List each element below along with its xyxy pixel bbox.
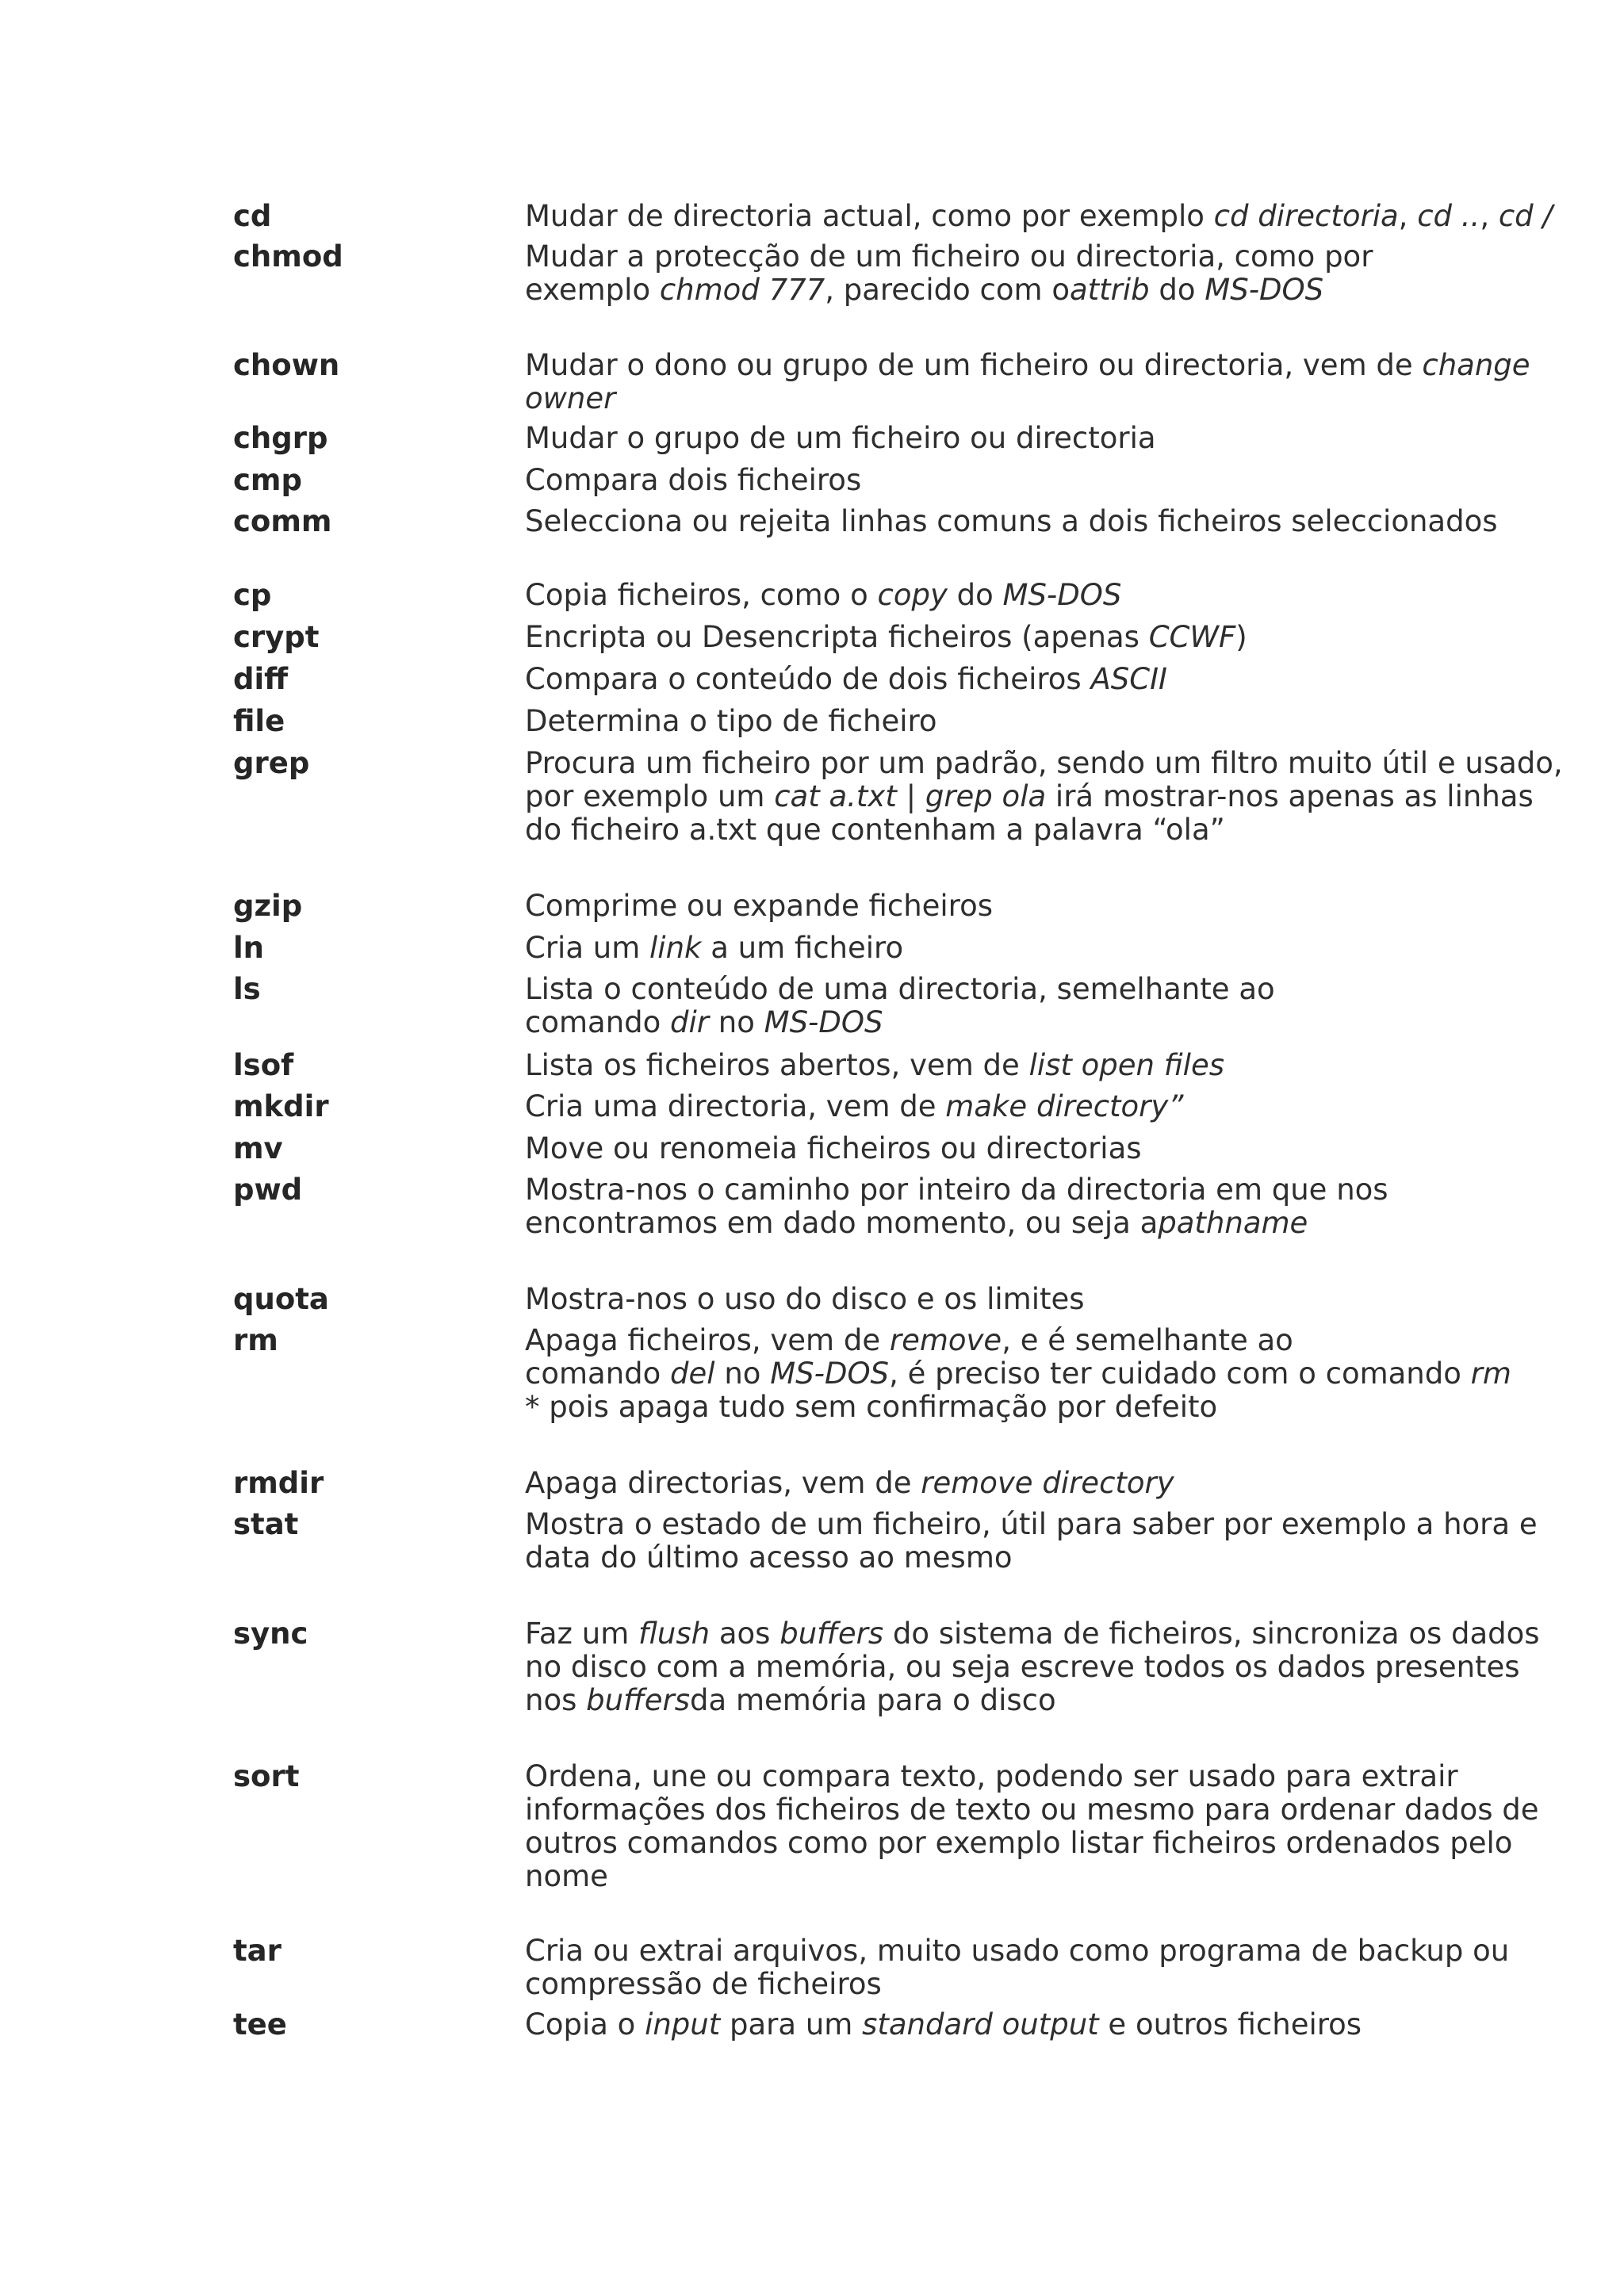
text-segment: nos — [525, 1683, 587, 1717]
text-segment: Mudar o grupo de um ficheiro ou directoria — [525, 421, 1156, 455]
command-description — [525, 1283, 1624, 1316]
text-segment: Compara dois ficheiros — [525, 463, 862, 497]
text-segment: outros comandos como por exemplo listar ficheiros ordenados pelo — [525, 1826, 1513, 1860]
description-line — [525, 1617, 1624, 1651]
command-name: rm — [233, 1323, 278, 1357]
command-description — [525, 2008, 1624, 2042]
command-description — [525, 621, 1624, 654]
description-line — [525, 382, 1624, 415]
text-segment: Apaga ficheiros, vem de — [525, 1323, 890, 1357]
italic-term: dir — [670, 1005, 710, 1039]
text-segment: Faz um — [525, 1617, 638, 1651]
text-segment: do ficheiro a.txt que contenham a palavra “ola” — [525, 813, 1225, 847]
italic-term: input — [645, 2007, 721, 2042]
command-name: ln — [233, 931, 265, 965]
description-line — [525, 1283, 1624, 1316]
command-name: cd — [233, 199, 272, 233]
italic-term: rm — [1470, 1357, 1511, 1391]
command-description — [525, 705, 1624, 738]
command-description — [525, 1508, 1624, 1575]
command-name: tee — [233, 2007, 287, 2042]
command-name: comm — [233, 504, 332, 538]
italic-term: make directory” — [945, 1089, 1184, 1123]
text-segment: Procura um ficheiro por um padrão, sendo um filtro muito útil e usado, — [525, 746, 1563, 780]
description-line — [525, 932, 1624, 965]
italic-term: MS-DOS — [764, 1005, 883, 1039]
italic-term: owner — [525, 381, 616, 415]
text-segment: Apaga directorias, vem de — [525, 1466, 921, 1500]
command-name: chmod — [233, 239, 343, 274]
description-line — [525, 1391, 1624, 1424]
text-segment: do sistema de ficheiros, sincroniza os dados — [883, 1617, 1540, 1651]
description-line — [525, 464, 1624, 497]
command-name: file — [233, 704, 285, 738]
text-segment: a um ficheiro — [701, 931, 904, 965]
text-segment: Mostra o estado de um ficheiro, útil para saber por exemplo a hora e — [525, 1507, 1538, 1541]
description-line — [525, 1968, 1624, 2001]
command-description — [525, 1934, 1624, 2001]
text-segment: e outros ficheiros — [1098, 2007, 1362, 2042]
command-description — [525, 747, 1624, 847]
command-description — [525, 1617, 1624, 1717]
text-segment: , — [1398, 199, 1418, 233]
description-line — [525, 422, 1624, 455]
description-line — [525, 1760, 1624, 1793]
command-description — [525, 464, 1624, 497]
text-segment: exemplo — [525, 273, 660, 307]
italic-term: MS-DOS — [1002, 578, 1122, 612]
text-segment: do — [1149, 273, 1205, 307]
text-segment: irá mostrar-nos apenas as linhas — [1046, 779, 1534, 813]
description-line — [525, 200, 1624, 233]
text-segment: Mostra-nos o uso do disco e os limites — [525, 1282, 1085, 1316]
text-segment: para um — [720, 2007, 863, 2042]
description-line — [525, 621, 1624, 654]
description-line — [525, 1541, 1624, 1575]
text-segment: , parecido com o — [825, 273, 1070, 307]
italic-term: cd directoria — [1213, 199, 1399, 233]
italic-term: cat a.txt — [774, 779, 897, 813]
description-line — [525, 1860, 1624, 1893]
text-segment: Comprime ou expande ficheiros — [525, 889, 993, 923]
command-description — [525, 1467, 1624, 1500]
command-name: mkdir — [233, 1089, 329, 1123]
text-segment: Cria ou extrai arquivos, muito usado como programa de backup ou — [525, 1934, 1510, 1968]
command-name: chgrp — [233, 421, 328, 455]
text-segment: | — [896, 779, 925, 813]
text-segment: comando — [525, 1005, 671, 1039]
command-name: crypt — [233, 620, 320, 654]
description-line — [525, 1357, 1624, 1391]
command-name: lsof — [233, 1048, 294, 1082]
text-segment: no disco com a memória, ou seja escreve todos os dados presentes — [525, 1650, 1520, 1684]
description-line — [525, 2008, 1624, 2042]
command-name: gzip — [233, 889, 303, 923]
command-description — [525, 200, 1624, 233]
italic-term: cd .. — [1417, 199, 1480, 233]
italic-term: remove — [889, 1323, 1002, 1357]
text-segment: Mudar o dono ou grupo de um ficheiro ou directoria, vem de — [525, 348, 1423, 382]
description-line — [525, 780, 1624, 813]
command-name: quota — [233, 1282, 329, 1316]
command-name: sync — [233, 1617, 308, 1651]
description-line — [525, 1006, 1624, 1039]
text-segment: , é preciso ter cuidado com o comando — [889, 1357, 1471, 1391]
command-description — [525, 1173, 1624, 1240]
text-segment: informações dos ficheiros de texto ou mesmo para ordenar dados de — [525, 1793, 1539, 1827]
description-line — [525, 705, 1624, 738]
command-name: ls — [233, 972, 261, 1006]
command-description — [525, 1132, 1624, 1165]
command-name: chown — [233, 348, 340, 382]
text-segment: Mudar de directoria actual, como por exemplo — [525, 199, 1214, 233]
italic-term: chmod 777 — [659, 273, 825, 307]
italic-term: ASCII — [1090, 662, 1167, 696]
text-segment: Copia o — [525, 2007, 645, 2042]
text-segment: Copia ficheiros, como o — [525, 578, 878, 612]
description-line — [525, 1132, 1624, 1165]
text-segment: por exemplo um — [525, 779, 775, 813]
italic-term: cd / — [1498, 199, 1553, 233]
text-segment: Compara o conteúdo de dois ficheiros — [525, 662, 1091, 696]
description-line — [525, 579, 1624, 612]
description-line — [525, 663, 1624, 696]
command-description — [525, 932, 1624, 965]
description-line — [525, 890, 1624, 923]
description-line — [525, 1173, 1624, 1207]
text-segment: Lista os ficheiros abertos, vem de — [525, 1048, 1029, 1082]
italic-term: list open files — [1028, 1048, 1224, 1082]
description-line — [525, 1467, 1624, 1500]
command-name: mv — [233, 1131, 283, 1165]
text-segment: Ordena, une ou compara texto, podendo ser usado para extrair — [525, 1759, 1458, 1793]
text-segment: Cria um — [525, 931, 650, 965]
description-line — [525, 973, 1624, 1006]
text-segment: Cria uma directoria, vem de — [525, 1089, 946, 1123]
text-segment: , — [1480, 199, 1499, 233]
description-line — [525, 1090, 1624, 1123]
italic-term: change — [1422, 348, 1530, 382]
italic-term: * — [525, 1390, 540, 1424]
command-description — [525, 579, 1624, 612]
text-segment: Mudar a protecção de um ficheiro ou directoria, como por — [525, 239, 1373, 274]
command-description — [525, 240, 1624, 307]
text-segment: , e é semelhante ao — [1002, 1323, 1293, 1357]
description-line — [525, 1934, 1624, 1968]
text-segment: compressão de ficheiros — [525, 1967, 882, 2001]
description-line — [525, 1207, 1624, 1240]
command-description — [525, 1760, 1624, 1893]
text-segment: Lista o conteúdo de uma directoria, semelhante ao — [525, 972, 1275, 1006]
command-description — [525, 1090, 1624, 1123]
command-description — [525, 422, 1624, 455]
command-description — [525, 890, 1624, 923]
text-segment: aos — [710, 1617, 780, 1651]
text-segment: do — [947, 578, 1003, 612]
italic-term: MS-DOS — [1205, 273, 1324, 307]
command-name: stat — [233, 1507, 299, 1541]
italic-term: remove directory — [921, 1466, 1174, 1500]
description-line — [525, 1324, 1624, 1357]
command-name: diff — [233, 662, 289, 696]
italic-term: MS-DOS — [770, 1357, 890, 1391]
description-line — [525, 1508, 1624, 1541]
text-segment: no — [714, 1357, 771, 1391]
italic-term: link — [649, 931, 702, 965]
command-name: sort — [233, 1759, 300, 1793]
command-description — [525, 505, 1624, 538]
command-description — [525, 349, 1624, 415]
description-line — [525, 349, 1624, 382]
italic-term: CCWF — [1148, 620, 1236, 654]
command-name: cmp — [233, 463, 302, 497]
text-segment: Mostra-nos o caminho por inteiro da directoria em que nos — [525, 1173, 1388, 1207]
command-description — [525, 1049, 1624, 1082]
command-name: pwd — [233, 1173, 303, 1207]
text-segment: comando — [525, 1357, 671, 1391]
description-line — [525, 1684, 1624, 1717]
text-segment: no — [709, 1005, 764, 1039]
description-line — [525, 1827, 1624, 1860]
text-segment: Move ou renomeia ficheiros ou directorias — [525, 1131, 1142, 1165]
description-line — [525, 1049, 1624, 1082]
description-line — [525, 1793, 1624, 1827]
text-segment: Determina o tipo de ficheiro — [525, 704, 937, 738]
command-description — [525, 973, 1624, 1039]
italic-term: buffers — [779, 1617, 884, 1651]
text-segment: encontramos em dado momento, ou seja a — [525, 1206, 1159, 1240]
command-name: cp — [233, 578, 272, 612]
italic-term: flush — [638, 1617, 710, 1651]
text-segment: pois apaga tudo sem confirmação por defeito — [539, 1390, 1218, 1424]
italic-term: del — [670, 1357, 715, 1391]
description-line — [525, 1651, 1624, 1684]
description-line — [525, 505, 1624, 538]
italic-term: grep ola — [925, 779, 1047, 813]
text-segment: data do último acesso ao mesmo — [525, 1540, 1013, 1575]
italic-term: pathname — [1158, 1206, 1308, 1240]
text-segment: nome — [525, 1859, 608, 1893]
text-segment: Encripta ou Desencripta ficheiros (apenas — [525, 620, 1149, 654]
text-segment: da memória para o disco — [690, 1683, 1056, 1717]
command-description — [525, 1324, 1624, 1424]
command-description — [525, 663, 1624, 696]
command-name: rmdir — [233, 1466, 324, 1500]
description-line — [525, 274, 1624, 307]
italic-term: attrib — [1069, 273, 1150, 307]
command-name: grep — [233, 746, 310, 780]
description-line — [525, 747, 1624, 780]
text-segment: ) — [1235, 620, 1247, 654]
command-name: tar — [233, 1934, 282, 1968]
text-segment: Selecciona ou rejeita linhas comuns a dois ficheiros seleccionados — [525, 504, 1498, 538]
description-line — [525, 813, 1624, 847]
italic-term: copy — [877, 578, 948, 612]
italic-term: standard output — [862, 2007, 1099, 2042]
italic-term: buffers — [586, 1683, 691, 1717]
description-line — [525, 240, 1624, 274]
